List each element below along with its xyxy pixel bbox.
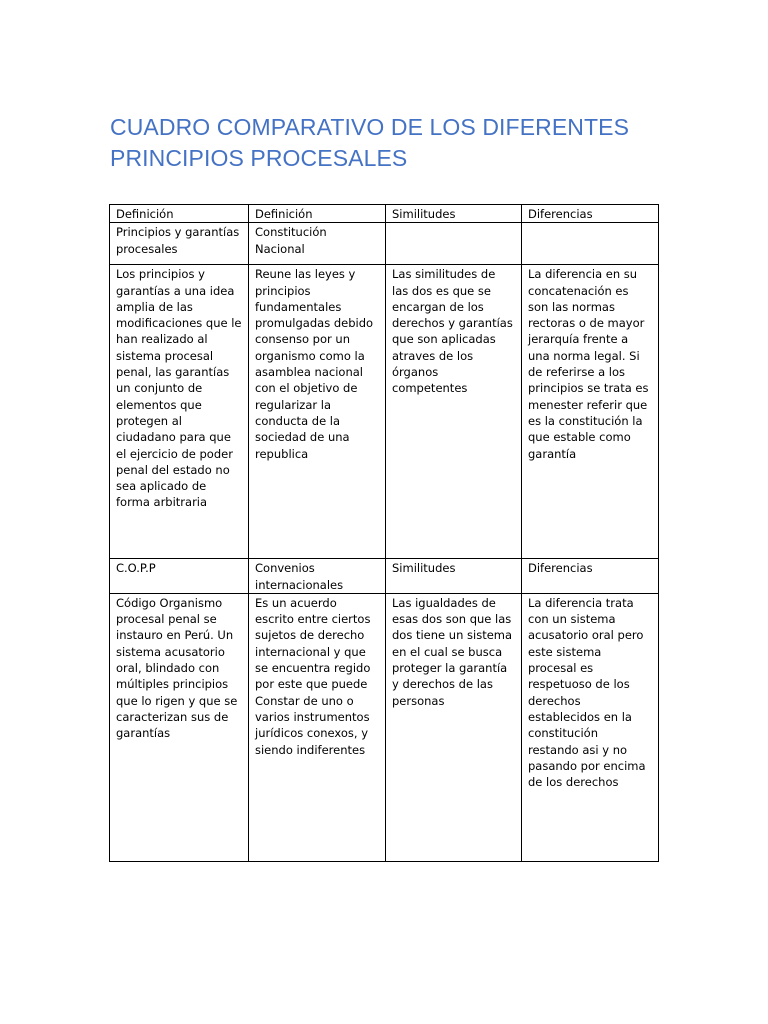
table-row bbox=[110, 205, 659, 223]
table-cell: Convenios internacionales bbox=[249, 559, 386, 594]
table-cell: Reune las leyes y principios fundamentales promulgadas debido consenso por un organismo como la asamblea nacional con el objetivo de regularizar la conducta de la sociedad de una republica bbox=[249, 265, 386, 559]
table-cell bbox=[522, 223, 659, 265]
table-cell: C.O.P.P bbox=[110, 559, 249, 594]
table-cell: Los principios y garantías a una idea amplia de las modificaciones que le han realizado al sistema procesal penal, las garantías un conjunto de elementos que protegen al ciudadano para que el ejercicio de poder penal del estado no sea aplicado de forma arbitraria bbox=[110, 265, 249, 559]
page-title bbox=[110, 112, 670, 174]
title-line-2: PRINCIPIOS PROCESALES bbox=[110, 145, 408, 171]
table-row bbox=[110, 223, 659, 265]
table-row bbox=[110, 559, 659, 594]
table-cell: Las similitudes de las dos es que se encargan de los derechos y garantías que son aplicadas atraves de los órganos competentes bbox=[386, 265, 522, 559]
table-cell: Es un acuerdo escrito entre ciertos sujetos de derecho internacional y que se encuentra regido por este que puede Constar de uno o varios instrumentos jurídicos conexos, y siendo indiferentes bbox=[249, 593, 386, 861]
table-cell: La diferencia en su concatenación es son las normas rectoras o de mayor jerarquía frente a una norma legal. Si de referirse a los principios se trata es menester referir que es la constitución la que estable como garantía bbox=[522, 265, 659, 559]
comparison-table bbox=[109, 204, 659, 862]
table-cell: Diferencias bbox=[522, 559, 659, 594]
table-cell: Definición bbox=[110, 205, 249, 223]
table-cell: Constitución Nacional bbox=[249, 223, 386, 265]
table-cell: Similitudes bbox=[386, 205, 522, 223]
table-cell: Diferencias bbox=[522, 205, 659, 223]
title-line-1: CUADRO COMPARATIVO DE LOS DIFERENTES bbox=[110, 114, 630, 140]
table-cell: Principios y garantías procesales bbox=[110, 223, 249, 265]
table-cell: Similitudes bbox=[386, 559, 522, 594]
table-cell: Código Organismo procesal penal se instauro en Perú. Un sistema acusatorio oral, blindado con múltiples principios que lo rigen y que se caracterizan sus de garantías bbox=[110, 593, 249, 861]
table-cell: Definición bbox=[249, 205, 386, 223]
table-row bbox=[110, 265, 659, 559]
table-cell: Las igualdades de esas dos son que las dos tiene un sistema en el cual se busca proteger la garantía y derechos de las personas bbox=[386, 593, 522, 861]
table-cell bbox=[386, 223, 522, 265]
table-row bbox=[110, 593, 659, 861]
table-cell: La diferencia trata con un sistema acusatorio oral pero este sistema procesal es respetuoso de los derechos establecidos en la constitución restando asi y no pasando por encima de los derechos bbox=[522, 593, 659, 861]
